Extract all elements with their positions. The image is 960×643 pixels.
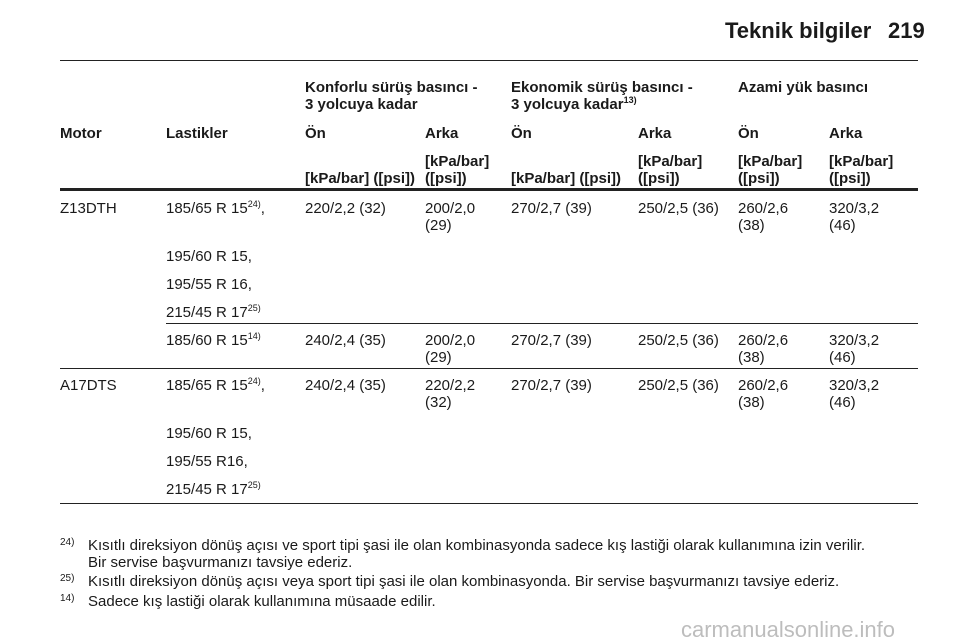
header-bottom-rule [60, 188, 918, 191]
footnote-ref: 24) [247, 199, 261, 209]
col-header-tires: Lastikler [166, 125, 228, 142]
table-bottom-rule [60, 503, 918, 504]
comfort-front-value: 240/2,4 (35) [305, 377, 386, 394]
max-front-value: 260/2,6 (38) [738, 377, 789, 411]
unit-max-rear: [kPa/bar] ([psi]) [829, 153, 894, 187]
tire-size: 195/55 R16, [166, 453, 248, 470]
unit-max-front: [kPa/bar] ([psi]) [738, 153, 803, 187]
tire-size: 185/65 R 15$^{24)}$, [166, 376, 265, 394]
eco-rear-value: 250/2,5 (36) [638, 200, 719, 217]
col-header-comfort-rear: Arka [425, 125, 459, 142]
col-header-eco-rear: Arka [638, 125, 672, 142]
tire-size: 195/60 R 15, [166, 248, 252, 265]
footnote-ref: 13) [623, 95, 637, 105]
header-rule [60, 60, 918, 61]
eco-rear-value: 250/2,5 (36) [638, 332, 719, 349]
group-header-eco: Ekonomik sürüş basıncı - 3 yolcuya kadar$^{13)}$ [511, 79, 693, 113]
page-title: Teknik bilgiler [725, 18, 872, 43]
comfort-front-value: 220/2,2 (32) [305, 200, 386, 217]
tire-size: 195/60 R 15, [166, 425, 252, 442]
footnote-ref: 14) [247, 331, 261, 341]
page-number: 219 [888, 18, 925, 43]
col-header-max-front: Ön [738, 125, 759, 142]
group-header-comfort: Konforlu sürüş basıncı - 3 yolcuya kadar [305, 79, 478, 113]
row-divider [166, 323, 918, 324]
unit-comfort-front: [kPa/bar] ([psi]) [305, 170, 416, 187]
eco-front-value: 270/2,7 (39) [511, 377, 592, 394]
comfort-rear-value: 200/2,0 (29) [425, 200, 476, 234]
max-rear-value: 320/3,2 (46) [829, 332, 880, 366]
watermark: carmanualsonline.info [681, 617, 896, 642]
comfort-rear-value: 220/2,2 (32) [425, 377, 476, 411]
max-rear-value: 320/3,2 (46) [829, 200, 880, 234]
tire-size: 215/45 R 17$^{25)}$ [166, 480, 261, 498]
table-row-motor: Z13DTH [60, 200, 117, 217]
tire-size: 185/65 R 15$^{24)}$, [166, 199, 265, 217]
col-header-max-rear: Arka [829, 125, 863, 142]
max-front-value: 260/2,6 (38) [738, 200, 789, 234]
table-row-motor: A17DTS [60, 377, 117, 394]
eco-front-value: 270/2,7 (39) [511, 200, 592, 217]
max-front-value: 260/2,6 (38) [738, 332, 789, 366]
tire-size: 195/55 R 16, [166, 276, 252, 293]
footnote-mark: 24) [60, 537, 75, 548]
col-header-eco-front: Ön [511, 125, 532, 142]
col-header-comfort-front: Ön [305, 125, 326, 142]
tire-size: 215/45 R 17$^{25)}$ [166, 303, 261, 321]
comfort-front-value: 240/2,4 (35) [305, 332, 386, 349]
col-header-motor: Motor [60, 125, 102, 142]
group-header-max: Azami yük basıncı [738, 79, 869, 96]
row-divider [60, 368, 918, 369]
unit-comfort-rear: [kPa/bar] ([psi]) [425, 153, 490, 187]
comfort-rear-value: 200/2,0 (29) [425, 332, 476, 366]
unit-eco-rear: [kPa/bar] ([psi]) [638, 153, 703, 187]
eco-front-value: 270/2,7 (39) [511, 332, 592, 349]
eco-rear-value: 250/2,5 (36) [638, 377, 719, 394]
footnote-ref: 25) [247, 480, 261, 490]
unit-eco-front: [kPa/bar] ([psi]) [511, 170, 622, 187]
footnote-ref: 24) [247, 376, 261, 386]
footnote-mark: 14) [60, 593, 75, 604]
tire-size: 185/60 R 15$^{14)}$ [166, 331, 261, 349]
max-rear-value: 320/3,2 (46) [829, 377, 880, 411]
footnote-mark: 25) [60, 573, 75, 584]
footnote-ref: 25) [247, 303, 261, 313]
